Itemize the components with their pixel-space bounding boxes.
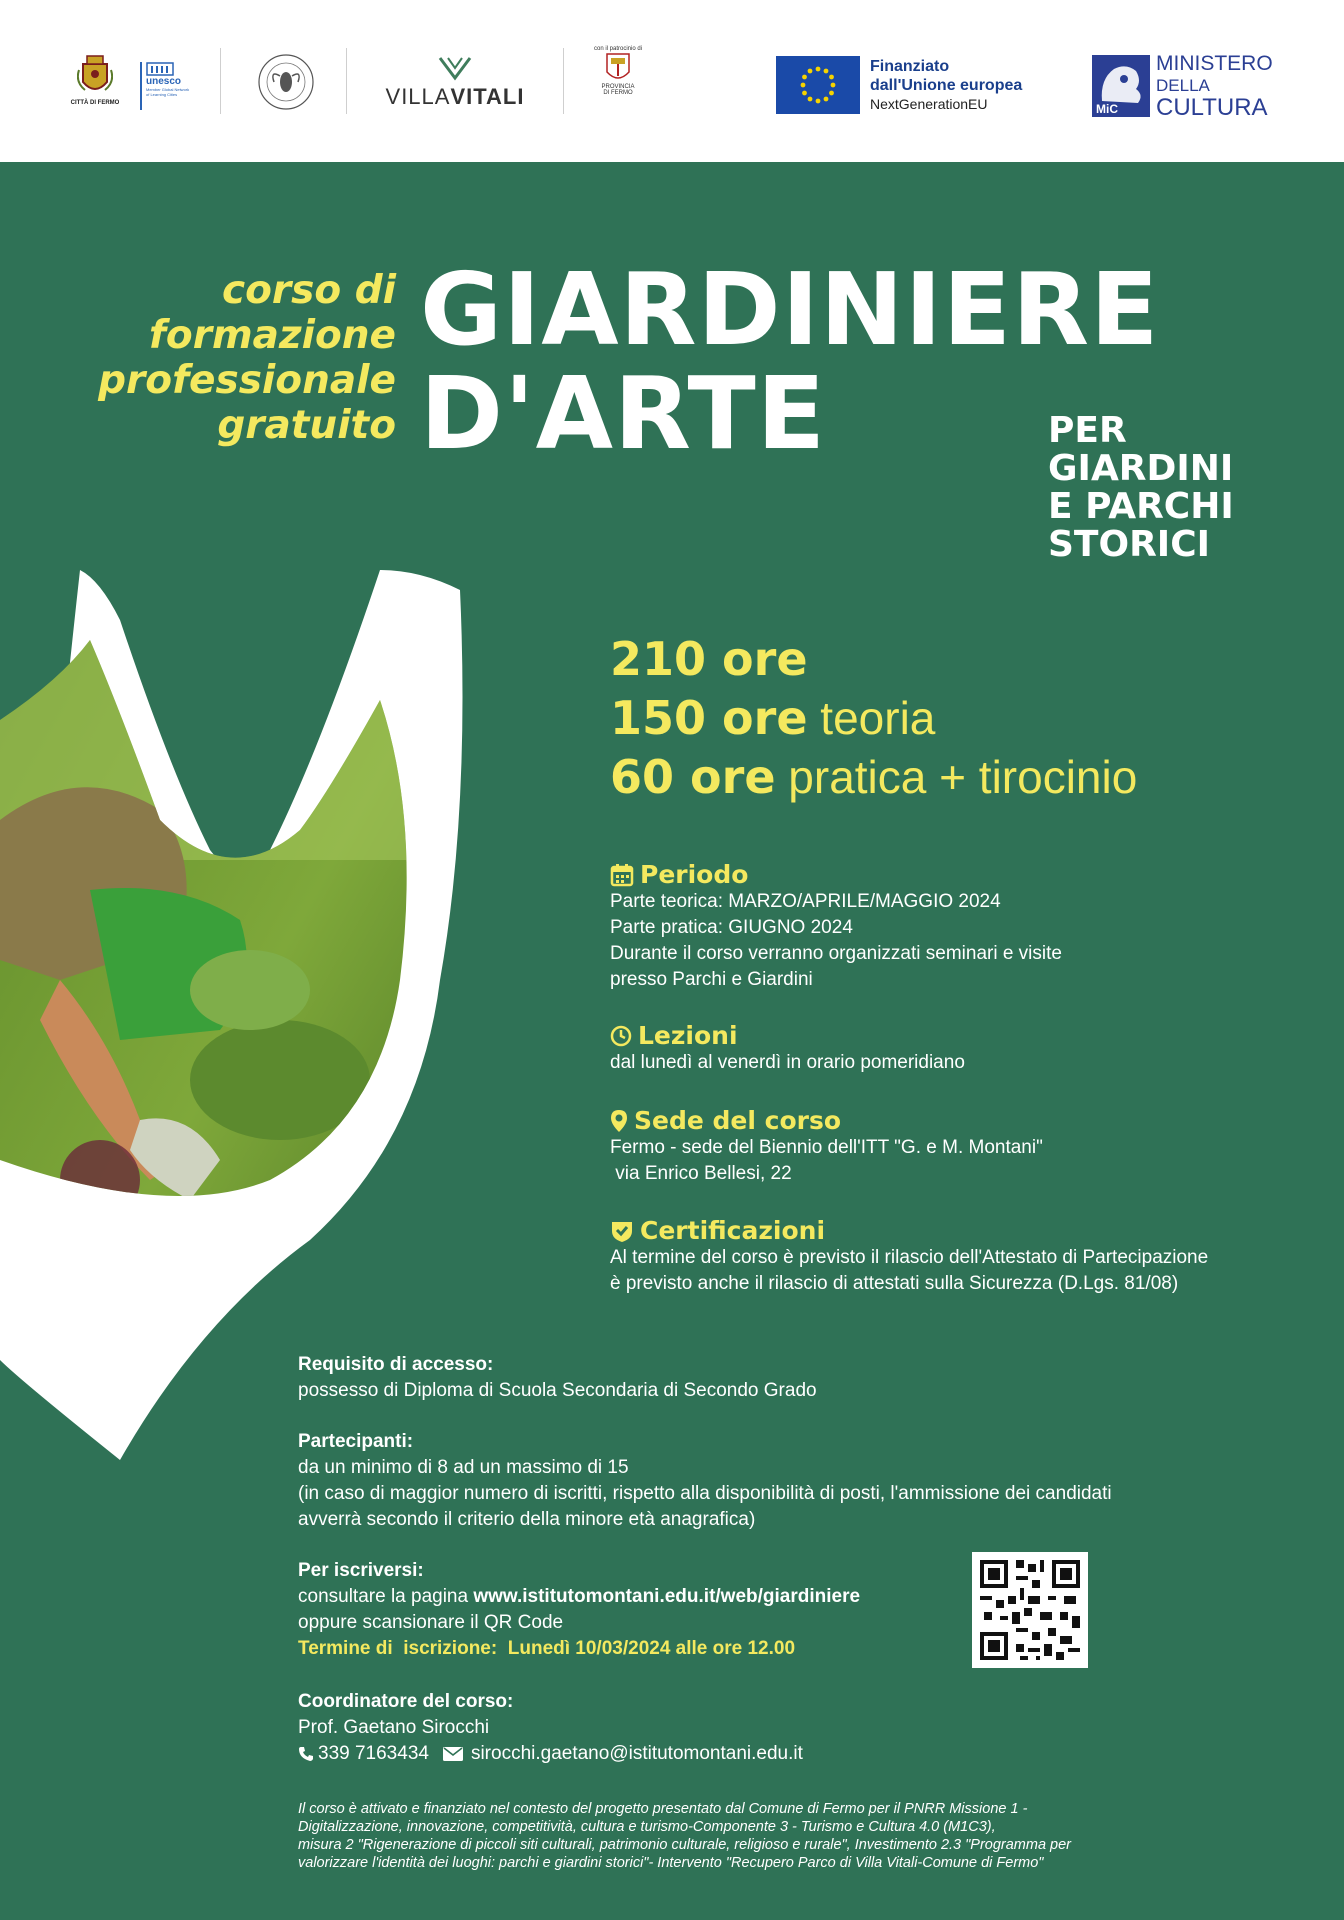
- certificazioni-line: è previsto anche il rilascio di attestati sulla Sicurezza (D.Lgs. 81/08): [610, 1273, 1179, 1294]
- hours-practice-bold: 60 ore: [610, 750, 776, 804]
- eu-flag-icon: [776, 56, 860, 114]
- periodo-title: Periodo: [640, 860, 749, 889]
- lezioni-line: dal lunedì al venerdì in orario pomeridiano: [610, 1052, 965, 1073]
- course-hours: [610, 630, 1137, 807]
- hours-practice: [610, 748, 1137, 807]
- divider: [220, 48, 221, 114]
- periodo-line: Parte pratica: GIUGNO 2024: [610, 917, 853, 938]
- requisito-title: Requisito di accesso:: [298, 1354, 494, 1375]
- coordinatore-name: Prof. Gaetano Sirocchi: [298, 1717, 490, 1738]
- section-sede: [610, 1106, 1043, 1187]
- unesco-name: unesco: [146, 76, 182, 87]
- hours-theory-bold: 150 ore: [610, 691, 808, 745]
- iscriversi-title: Per iscriversi:: [298, 1560, 424, 1581]
- iscriversi-pre: consultare la pagina: [298, 1586, 474, 1607]
- mic-emblem-icon: [1092, 55, 1150, 117]
- funding-note: [298, 1800, 1258, 1872]
- sede-line: via Enrico Bellesi, 22: [610, 1163, 792, 1184]
- ministero-cultura-logo: [1092, 52, 1273, 121]
- gardener-photo-frame: [0, 560, 500, 1460]
- coat-of-arms-icon: [77, 52, 113, 98]
- logo-header: [0, 0, 1344, 162]
- provincia-shield-icon: [605, 52, 631, 84]
- patrocinio-label: con il patrocinio di: [593, 46, 643, 52]
- eu-line3: NextGenerationEU: [870, 95, 988, 112]
- subtitle-line: PER: [1048, 410, 1127, 451]
- divider: [563, 48, 564, 114]
- funding-note-line: Il corso è attivato e finanziato nel contesto del progetto presentato dal Comune di Fermo per il PNRR Missione 1 -: [298, 1801, 1028, 1817]
- requisito-text: possesso di Diploma di Scuola Secondaria di Secondo Grado: [298, 1380, 817, 1401]
- unesco-logo: [140, 62, 198, 110]
- section-lezioni: [610, 1021, 965, 1076]
- certificazioni-title: Certificazioni: [640, 1216, 826, 1245]
- course-type-label: [20, 268, 396, 448]
- iscriversi-qr-text: oppure scansionare il QR Code: [298, 1612, 564, 1633]
- periodo-line: Parte teorica: MARZO/APRILE/MAGGIO 2024: [610, 891, 1001, 912]
- registration-link[interactable]: www.istitutomontani.edu.it/web/giardiniere: [473, 1586, 861, 1607]
- hours-theory-text: teoria: [807, 692, 936, 744]
- periodo-line: Durante il corso verranno organizzati seminari e visite: [610, 943, 1062, 964]
- periodo-line: presso Parchi e Giardini: [610, 969, 813, 990]
- unesco-sub: Member Global Network of Learning Cities: [146, 87, 190, 97]
- montani-seal-icon: [256, 52, 316, 112]
- sede-title: Sede del corso: [634, 1106, 842, 1135]
- subtitle-line: GIARDINI: [1048, 448, 1234, 489]
- villa-vitali-wordmark: [386, 84, 525, 110]
- course-type-line: formazione: [148, 313, 396, 358]
- villa-vitali-bold: VITALI: [450, 84, 525, 109]
- phone-icon: [298, 1746, 314, 1762]
- phone-number[interactable]: 339 7163434: [318, 1743, 429, 1764]
- subtitle-line: E PARCHI: [1048, 486, 1234, 527]
- eu-line1: Finanziato: [870, 57, 950, 75]
- certificazioni-line: Al termine del corso è previsto il rilascio dell'Attestato di Partecipazione: [610, 1247, 1209, 1268]
- section-coordinatore: [298, 1689, 803, 1767]
- eu-line2: dall'Unione europea: [870, 76, 1023, 94]
- citta-di-fermo-logo: [64, 52, 126, 114]
- sede-line: Fermo - sede del Biennio dell'ITT "G. e M. Montani": [610, 1137, 1043, 1158]
- section-requisito: [298, 1352, 817, 1404]
- hours-practice-text: pratica + tirocinio: [775, 751, 1138, 803]
- course-type-line: professionale: [98, 358, 396, 403]
- eu-funding-logo: [776, 56, 1076, 114]
- title-line-2: D'ARTE: [420, 355, 827, 472]
- provincia-fermo-logo: [588, 46, 648, 116]
- subtitle-line: STORICI: [1048, 524, 1211, 565]
- section-iscrizione: [298, 1558, 860, 1662]
- section-partecipanti: [298, 1429, 1112, 1533]
- partecipanti-line: da un minimo di 8 ad un massimo di 15: [298, 1457, 629, 1478]
- mic-line2: DELLA: [1156, 76, 1210, 95]
- shield-check-icon: [610, 1219, 634, 1243]
- unesco-temple-icon: [146, 62, 174, 76]
- funding-note-line: Digitalizzazione, innovazione, competitività, cultura e turismo-Componente 3 - Turismo e Cultura 4.0 (M1C3),: [298, 1819, 996, 1835]
- calendar-icon: [610, 863, 634, 887]
- mic-line3: CULTURA: [1156, 94, 1268, 121]
- funding-note-line: valorizzare l'identità dei luoghi: parchi e giardini storici"- Intervento "Recupero Parco di Villa Vitali-Comune di Fermo": [298, 1855, 1044, 1871]
- hours-total: [610, 630, 1137, 689]
- course-type-line: gratuito: [217, 403, 396, 448]
- partecipanti-line: avverrà secondo il criterio della minore età anagrafica): [298, 1509, 756, 1530]
- villa-vitali-light: VILLA: [385, 84, 451, 109]
- istituto-montani-logo: [256, 52, 316, 112]
- divider: [346, 48, 347, 114]
- mic-abbr: MiC: [1096, 102, 1118, 116]
- funding-note-line: misura 2 "Rigenerazione di piccoli siti culturali, patrimonio culturale, religioso e rurale", Investimento 2.3 "Programma per: [298, 1837, 1072, 1853]
- villa-vitali-logo: [380, 56, 530, 116]
- location-pin-icon: [610, 1109, 628, 1133]
- section-certificazioni: [610, 1216, 1208, 1297]
- envelope-icon: [443, 1747, 463, 1761]
- partecipanti-title: Partecipanti:: [298, 1431, 414, 1452]
- citta-di-fermo-label: CITTÀ DI FERMO: [70, 100, 120, 106]
- email-address[interactable]: sirocchi.gaetano@istitutomontani.edu.it: [470, 1743, 803, 1764]
- qr-code[interactable]: [972, 1552, 1088, 1668]
- mic-line1: MINISTERO: [1156, 52, 1273, 75]
- hours-total-bold: 210 ore: [610, 632, 808, 686]
- provincia-label: PROVINCIA DI FERMO: [601, 84, 635, 96]
- clock-icon: [610, 1025, 632, 1047]
- registration-deadline: Termine di iscrizione: Lunedì 10/03/2024 alle ore 12.00: [298, 1638, 796, 1659]
- coordinatore-title: Coordinatore del corso:: [298, 1691, 514, 1712]
- hours-theory: [610, 689, 1137, 748]
- section-periodo: [610, 860, 1062, 993]
- lezioni-title: Lezioni: [638, 1021, 738, 1050]
- title-line-1: GIARDINIERE: [420, 251, 1160, 368]
- villa-vitali-emblem-icon: [438, 56, 472, 82]
- course-type-line: corso di: [221, 268, 396, 313]
- subtitle: [1048, 412, 1234, 564]
- partecipanti-line: (in caso di maggior numero di iscritti, rispetto alla disponibilità di posti, l'ammissione dei candidati: [298, 1483, 1112, 1504]
